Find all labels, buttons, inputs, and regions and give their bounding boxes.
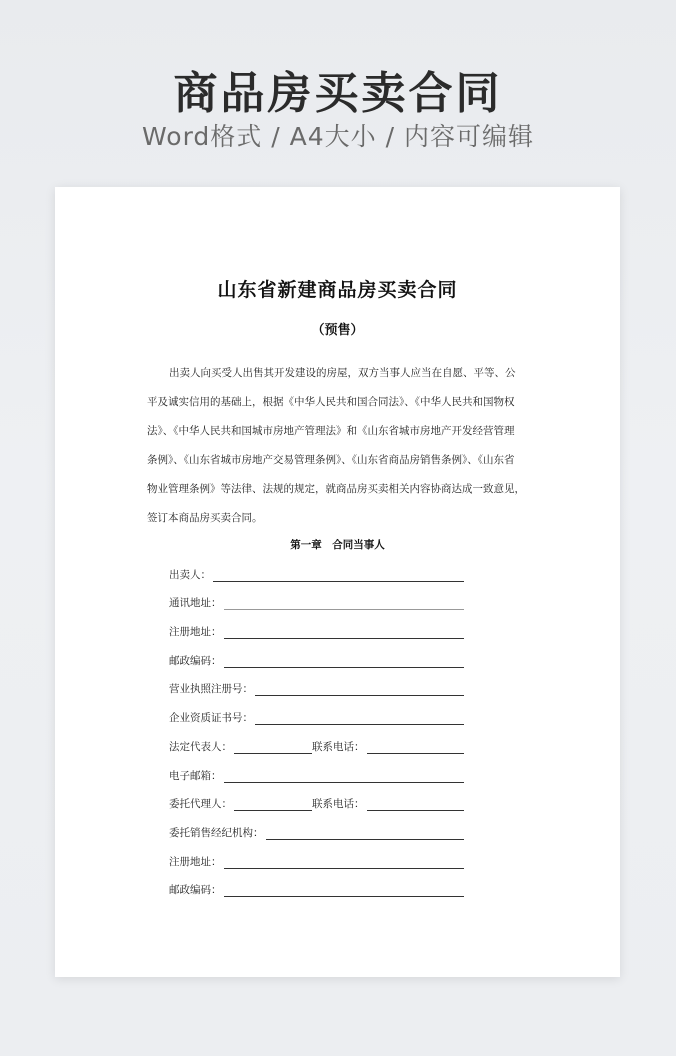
- banner-title: 商品房买卖合同: [173, 68, 503, 119]
- registered-address-field: [169, 614, 464, 643]
- preamble-line: 条例》、《山东省城市房地产交易管理条例》、《山东省商品房销售条例》、《山东省: [147, 454, 515, 466]
- sales-agency-blank[interactable]: [266, 829, 465, 840]
- preamble-line: 平及诚实信用的基础上，根据《中华人民共和国合同法》、《中华人民共和国物权: [147, 396, 515, 408]
- address-blank[interactable]: [224, 599, 465, 610]
- preamble-line: 物业管理条例》等法律、法规的规定，就商品房买卖相关内容协商达成一致意见，: [147, 483, 525, 495]
- agent-blank[interactable]: [234, 800, 312, 811]
- document-title: 山东省新建商品房买卖合同: [217, 279, 458, 301]
- field-label: 联系电话：: [312, 798, 365, 811]
- banner-subtitle: Word格式 / A4大小 / 内容可编辑: [142, 122, 534, 151]
- preamble-paragraph: [147, 359, 530, 533]
- sales-agency-field: [169, 815, 464, 844]
- legal-rep-field: [169, 729, 464, 758]
- field-label: 邮政编码：: [169, 884, 222, 897]
- seller-blank[interactable]: [213, 571, 464, 582]
- preamble-line: 出卖人向买受人出售其开发建设的房屋，双方当事人应当在自愿、平等、公: [169, 367, 516, 379]
- field-label: 通讯地址：: [169, 597, 222, 610]
- business-license-blank[interactable]: [255, 685, 464, 696]
- preamble-line: 签订本商品房买卖合同。: [147, 512, 263, 524]
- agency-registered-address-blank[interactable]: [224, 858, 465, 869]
- qualification-cert-field: [169, 700, 464, 729]
- document-subtitle: （预售）: [311, 323, 364, 338]
- registered-address-blank[interactable]: [224, 628, 465, 639]
- field-label: 注册地址：: [169, 855, 222, 868]
- field-label: 企业资质证书号：: [169, 712, 253, 725]
- seller-field: [169, 557, 464, 586]
- field-label: 委托代理人：: [169, 798, 232, 811]
- qualification-cert-blank[interactable]: [255, 714, 464, 725]
- email-blank[interactable]: [224, 772, 465, 783]
- agency-postal-code-blank[interactable]: [224, 886, 465, 897]
- chapter-heading: 第一章 合同当事人: [290, 539, 385, 551]
- party-fields: [169, 557, 464, 901]
- document-page: [55, 187, 620, 977]
- field-label: 法定代表人：: [169, 740, 232, 753]
- agent-phone-blank[interactable]: [367, 800, 465, 811]
- legal-rep-blank[interactable]: [234, 743, 312, 754]
- field-label: 出卖人：: [169, 568, 211, 581]
- agent-field: [169, 787, 464, 816]
- field-label: 注册地址：: [169, 626, 222, 639]
- field-label: 营业执照注册号：: [169, 683, 253, 696]
- preamble-line: 法》、《中华人民共和国城市房地产管理法》和《山东省城市房地产开发经营管理: [147, 425, 515, 437]
- agency-registered-address-field: [169, 844, 464, 873]
- field-label: 联系电话：: [312, 740, 365, 753]
- agency-postal-code-field: [169, 873, 464, 902]
- field-label: 委托销售经纪机构：: [169, 826, 264, 839]
- address-field: [169, 586, 464, 615]
- business-license-field: [169, 672, 464, 701]
- postal-code-blank[interactable]: [224, 657, 465, 668]
- field-label: 邮政编码：: [169, 654, 222, 667]
- postal-code-field: [169, 643, 464, 672]
- field-label: 电子邮箱：: [169, 769, 222, 782]
- email-field: [169, 758, 464, 787]
- legal-rep-phone-blank[interactable]: [367, 743, 465, 754]
